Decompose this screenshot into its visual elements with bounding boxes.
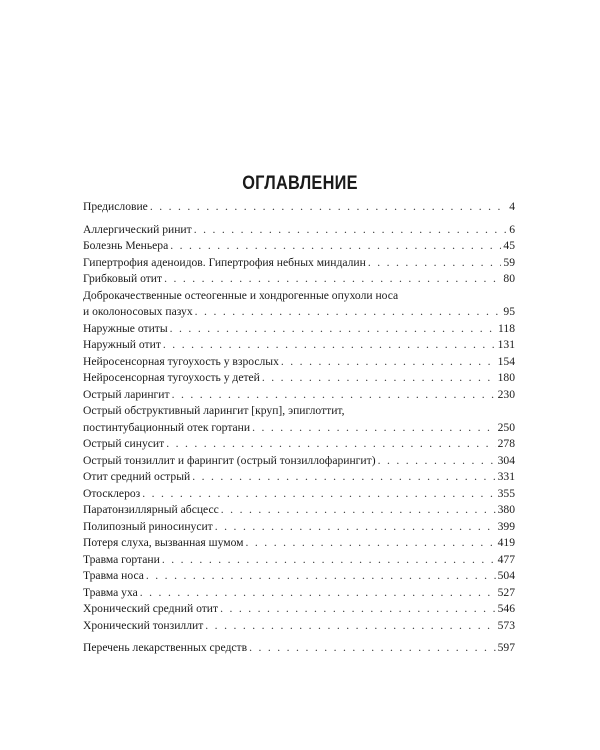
toc-entry[interactable] (83, 354, 515, 371)
toc-entry-title: Паратонзиллярный абсцесс (83, 503, 219, 516)
toc-entry-line (83, 552, 515, 569)
toc-entry-title: Нейросенсорная тугоухость у взрослых (83, 354, 279, 368)
toc-entry-line (83, 420, 515, 437)
toc-entry-page-number: 477 (497, 552, 515, 566)
toc-entry-page-number: 4 (509, 200, 515, 213)
toc-entry-line (83, 255, 515, 272)
dot-leader (166, 436, 495, 453)
toc-entry-page-number: 597 (497, 641, 515, 654)
dot-leader (281, 354, 496, 371)
dot-leader (163, 337, 496, 354)
toc-entry-page-number: 380 (497, 503, 515, 516)
toc-entry-line (83, 436, 515, 453)
toc-entry-title: Острый тонзиллит и фарингит (острый тонзиллофарингит) (83, 453, 376, 467)
dot-leader (172, 387, 496, 404)
toc-entry-title: Травма носа (83, 569, 144, 582)
dot-leader (150, 199, 507, 216)
toc-entry[interactable] (83, 502, 515, 519)
dot-leader (368, 255, 502, 272)
toc-entry[interactable] (83, 271, 515, 288)
toc-entry-line (83, 535, 515, 552)
toc-entry-title: и околоносовых пазух (83, 305, 193, 318)
toc-entry-page-number: 546 (497, 602, 515, 615)
dot-leader (205, 618, 495, 635)
toc-entry[interactable] (83, 519, 515, 536)
toc-entry-page-number: 573 (497, 618, 515, 632)
toc-entry-title: Отосклероз (83, 486, 141, 500)
toc-entry-line (83, 618, 515, 635)
toc-entry[interactable] (83, 238, 515, 255)
toc-entry-title: Болезнь Меньера (83, 239, 169, 252)
toc-entry-title: Наружные отиты (83, 321, 168, 335)
toc-entry-page-number: 419 (497, 536, 515, 549)
dot-leader (170, 321, 496, 338)
toc-entry-title: Травма уха (83, 585, 138, 599)
toc-entry-page-number: 154 (497, 354, 515, 368)
toc-entry[interactable] (83, 585, 515, 602)
toc-entry-line (83, 238, 515, 255)
dot-leader (249, 640, 496, 657)
toc-entry-title: Гипертрофия аденоидов. Гипертрофия небных миндалин (83, 255, 366, 269)
toc-entry-page-number: 230 (497, 387, 515, 401)
toc-entry-line (83, 585, 515, 602)
toc-entry-page-number: 6 (509, 222, 515, 236)
toc-entry-line (83, 337, 515, 354)
toc-entry-title: Потеря слуха, вызванная шумом (83, 536, 244, 549)
dot-leader (220, 601, 496, 618)
toc-entry-page-number: 131 (497, 338, 515, 351)
toc-entry[interactable] (83, 321, 515, 338)
toc-entry-title: Травма гортани (83, 552, 160, 566)
toc-entry-page-number: 250 (497, 420, 515, 434)
toc-entry-page-number: 45 (503, 239, 515, 252)
dot-leader (140, 585, 496, 602)
dot-leader (170, 238, 501, 255)
dot-leader (164, 271, 501, 288)
toc-entry-title: Отит средний острый (83, 470, 191, 483)
table-of-contents (83, 199, 515, 657)
toc-entry-line (83, 568, 515, 585)
toc-entry[interactable] (83, 403, 515, 436)
toc-entry[interactable] (83, 568, 515, 585)
dot-leader (246, 535, 496, 552)
toc-entry-line (83, 354, 515, 371)
dot-leader (142, 486, 495, 503)
toc-entry-line (83, 304, 515, 321)
toc-entry-line (83, 370, 515, 387)
toc-entry[interactable] (83, 436, 515, 453)
toc-entry[interactable] (83, 222, 515, 239)
toc-entry-title: Аллергический ринит (83, 222, 192, 236)
toc-title: ОГЛАВЛЕНИЕ (242, 173, 358, 194)
toc-entry[interactable] (83, 535, 515, 552)
toc-entry[interactable] (83, 552, 515, 569)
toc-entry-line (83, 321, 515, 338)
toc-entry-page-number: 59 (503, 255, 515, 269)
toc-entry-title: Хронический тонзиллит (83, 618, 204, 632)
toc-entry[interactable] (83, 337, 515, 354)
toc-entry[interactable] (83, 469, 515, 486)
toc-entry[interactable] (83, 370, 515, 387)
toc-entry-line (83, 640, 515, 657)
toc-entry-title: Острый ларингит (83, 387, 170, 401)
toc-entry-page-number: 527 (497, 585, 515, 599)
toc-entry-title-line: Острый обструктивный ларингит [круп], эпиглоттит, (83, 404, 345, 417)
toc-entry[interactable] (83, 601, 515, 618)
dot-leader (215, 519, 496, 536)
toc-entry-title: Полипозный риносинусит (83, 519, 213, 533)
toc-entry-page-number: 278 (497, 437, 515, 450)
toc-entry-line (83, 387, 515, 404)
toc-entry[interactable] (83, 453, 515, 470)
toc-entry-title-line: Доброкачественные остеогенные и хондрогенные опухоли носа (83, 288, 399, 302)
dot-leader (262, 370, 496, 387)
toc-entry-page-number: 331 (497, 470, 515, 483)
dot-leader (252, 420, 496, 437)
toc-entry-line (83, 453, 515, 470)
dot-leader (162, 552, 496, 569)
toc-entry-page-number: 118 (498, 321, 515, 335)
toc-entry-line (83, 519, 515, 536)
toc-entry-page-number: 304 (497, 453, 515, 467)
dot-leader (221, 502, 496, 519)
toc-entry[interactable] (83, 199, 515, 216)
toc-entry-line (83, 199, 515, 216)
toc-entry[interactable] (83, 387, 515, 404)
toc-entry[interactable] (83, 640, 515, 657)
toc-entry-page-number: 95 (503, 305, 515, 318)
dot-leader (378, 453, 496, 470)
toc-entry-title: Перечень лекарственных средств (83, 641, 248, 654)
toc-entry-page-number: 399 (497, 519, 515, 533)
toc-entry-line (83, 222, 515, 239)
toc-entry[interactable] (83, 486, 515, 503)
toc-entry-page-number: 180 (497, 371, 515, 384)
toc-entry-line (83, 601, 515, 618)
toc-entry[interactable] (83, 255, 515, 272)
toc-entry[interactable] (83, 618, 515, 635)
toc-entry-title: Нейросенсорная тугоухость у детей (83, 371, 260, 384)
toc-entry-line (83, 486, 515, 503)
toc-entry-title: Грибковый отит (83, 272, 163, 285)
toc-entry-line (83, 271, 515, 288)
toc-entry-title: постинтубационный отек гортани (83, 420, 251, 434)
toc-entry-page-number: 80 (503, 272, 515, 285)
dot-leader (146, 568, 496, 585)
toc-entry-title: Острый синусит (83, 437, 165, 450)
toc-entry-title: Наружный отит (83, 338, 161, 351)
toc-entry-line (83, 469, 515, 486)
dot-leader (194, 222, 508, 239)
toc-entry-page-number: 355 (497, 486, 515, 500)
toc-entry[interactable] (83, 288, 515, 321)
toc-entry-title: Предисловие (83, 200, 148, 213)
toc-entry-page-number: 504 (497, 569, 515, 582)
toc-entry-title: Хронический средний отит (83, 602, 219, 615)
dot-leader (195, 304, 502, 321)
dot-leader (192, 469, 495, 486)
toc-entry-line (83, 502, 515, 519)
